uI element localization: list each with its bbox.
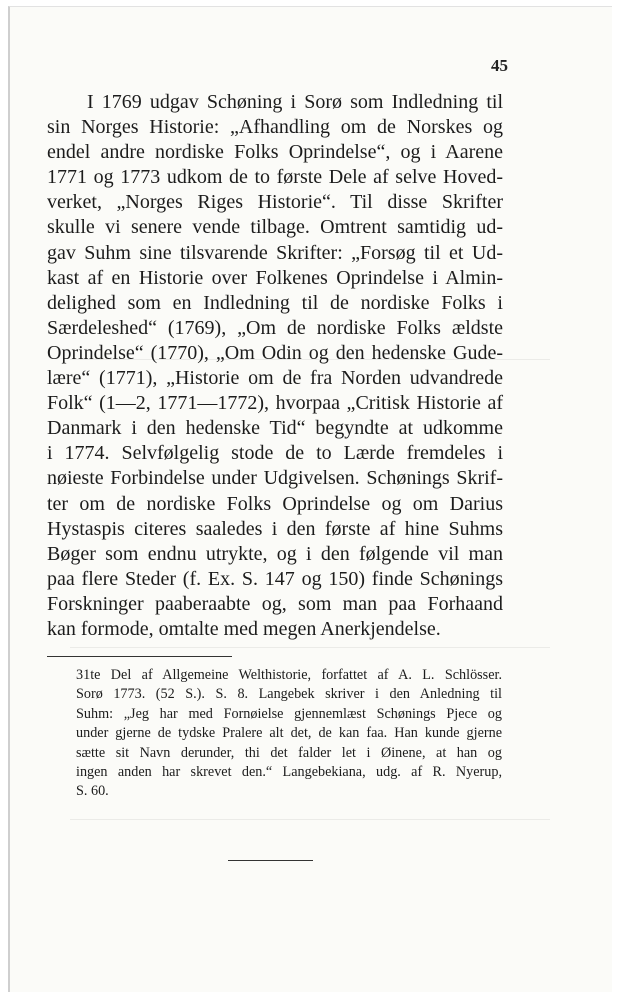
- end-rule: [228, 860, 313, 861]
- text-line: nøieste Forbindelse under Udgivelsen. Schønings Skrif-: [47, 467, 503, 490]
- text-line: Oprindelse“ (1770), „Om Odin og den hedenske Gude-: [47, 341, 503, 364]
- text-line: ter om de nordiske Folks Oprindelse og om Darius: [47, 492, 503, 515]
- text-line: I 1769 udgav Schøning i Sorø som Indledning til: [87, 91, 503, 113]
- footnote-line: under gjerne de tydske Pralere alt det, de kan faa. Han kunde gjerne: [76, 725, 502, 742]
- footnote: [76, 666, 502, 802]
- text-line: gav Suhm sine tilsvarende Skrifter: „Forsøg til et Ud-: [47, 241, 503, 264]
- footnote-line: S. 60.: [76, 783, 109, 800]
- footnote-line: ingen anden har skrevet den.“ Langebekiana, udg. af R. Nyerup,: [76, 763, 502, 780]
- text-line: i 1774. Selvfølgelig stode de to Lærde fremdeles i: [47, 442, 503, 465]
- text-line: skulle vi senere vende tilbage. Omtrent samtidig ud-: [47, 216, 503, 239]
- text-line: Bøger som endnu utrykte, og i den følgende vil man: [47, 542, 503, 565]
- text-line: Hystaspis citeres saaledes i den første af hine Suhms: [47, 517, 503, 540]
- text-line: endel andre nordiske Folks Oprindelse“, og i Aarene: [47, 141, 503, 164]
- footnote-line: Suhm: „Jeg har med Fornøielse gjennemlæst Schønings Pjece og: [76, 705, 502, 722]
- text-line: delighed som en Indledning til de nordiske Folks i: [47, 291, 503, 314]
- footnote-line: 31te Del af Allgemeine Welthistorie, forfattet af A. L. Schlösser.: [76, 667, 502, 683]
- text-line: Danmark i den hedenske Tid“ begyndte at udkomme: [47, 417, 503, 440]
- main-paragraph: [47, 90, 503, 642]
- footnote-line: Sorø 1773. (52 S.). S. 8. Langebek skriver i den Anledning til: [76, 686, 502, 703]
- text-line: Folk“ (1—2, 1771—1772), hvorpaa „Critisk Historie af: [47, 392, 503, 415]
- text-line: paa flere Steder (f. Ex. S. 147 og 150) finde Schønings: [47, 567, 503, 590]
- text-line: lære“ (1771), „Historie om de fra Norden udvandrede: [47, 367, 503, 390]
- footnote-line: sætte sit Navn derunder, thi det falder let i Øinene, at han og: [76, 744, 502, 761]
- text-line: 1771 og 1773 udkom de to første Dele af selve Hoved-: [47, 166, 503, 189]
- text-line: verket, „Norges Riges Historie“. Til disse Skrifter: [47, 191, 503, 214]
- text-line: kast af en Historie over Folkenes Oprindelse i Almin-: [47, 266, 503, 289]
- footnote-separator: [47, 656, 232, 657]
- text-line: Særdeleshed“ (1769), „Om de nordiske Folks ældste: [47, 316, 503, 339]
- text-line: Forskninger paaberaabte og, som man paa Forhaand: [47, 592, 503, 615]
- text-line: sin Norges Historie: „Afhandling om de Norskes og: [47, 116, 503, 139]
- show-through-line: [70, 647, 550, 648]
- text-line: kan formode, omtalte med megen Anerkjendelse.: [47, 617, 441, 640]
- page-number: 45: [491, 56, 508, 75]
- show-through-line: [70, 819, 550, 820]
